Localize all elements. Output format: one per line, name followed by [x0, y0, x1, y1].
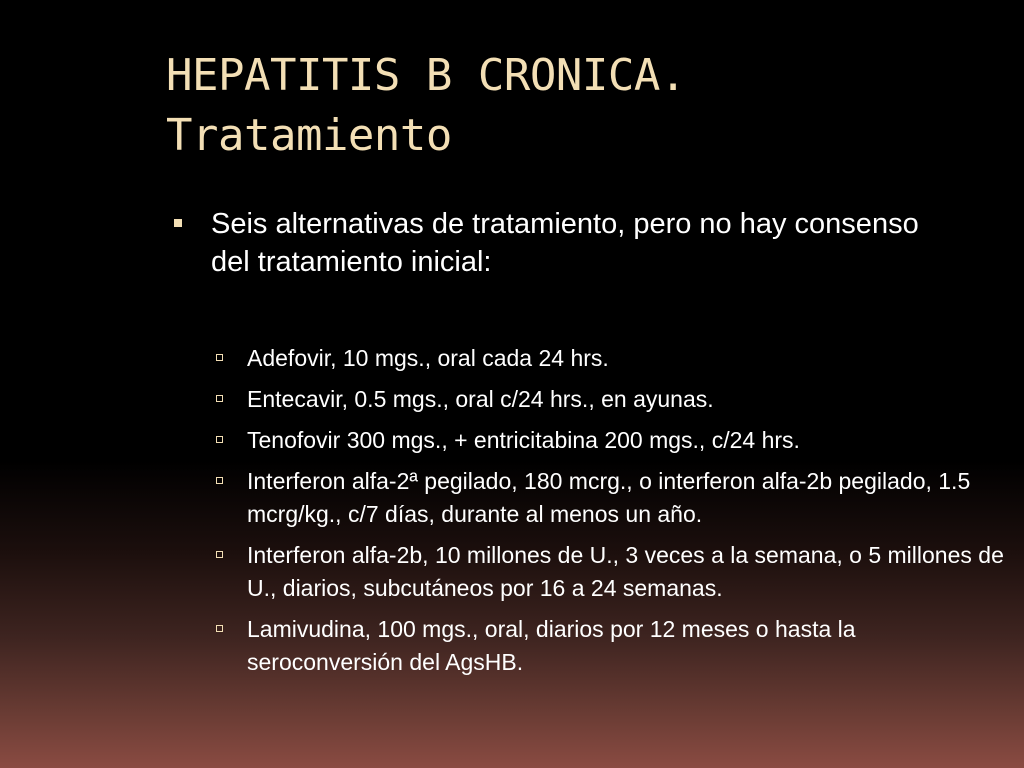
hollow-square-bullet-icon [216, 477, 223, 484]
sub-bullet-item [214, 424, 1007, 457]
slide-title [166, 46, 966, 166]
hollow-square-bullet-icon [216, 436, 223, 443]
sub-bullet-text: Tenofovir 300 mgs., + entricitabina 200 mgs., c/24 hrs. [247, 427, 800, 453]
main-bullet-list [172, 205, 1012, 281]
hollow-square-bullet-icon [216, 551, 223, 558]
sub-bullet-item [214, 539, 1007, 605]
hollow-square-bullet-icon [216, 354, 223, 361]
sub-bullet-item [214, 342, 1007, 375]
sub-bullet-item [214, 613, 1007, 679]
sub-bullet-text: Entecavir, 0.5 mgs., oral c/24 hrs., en ayunas. [247, 386, 714, 412]
hollow-square-bullet-icon [216, 625, 223, 632]
sub-bullet-text: Lamivudina, 100 mgs., oral, diarios por 12 meses o hasta la seroconversión del AgsHB. [247, 616, 856, 675]
slide-title-line-1: HEPATITIS B CRONICA. [166, 50, 686, 101]
sub-bullet-text: Adefovir, 10 mgs., oral cada 24 hrs. [247, 345, 609, 371]
sub-bullet-text: Interferon alfa-2b, 10 millones de U., 3 veces a la semana, o 5 millones de U., diarios, subcutáneos por 16 a 24 semanas. [247, 542, 1004, 601]
square-bullet-icon [174, 219, 182, 227]
main-bullet-text: Seis alternativas de tratamiento, pero no hay consenso del tratamiento inicial: [211, 208, 919, 278]
sub-bullet-item [214, 383, 1007, 416]
sub-bullet-text: Interferon alfa-2ª pegilado, 180 mcrg., o interferon alfa-2b pegilado, 1.5 mcrg/kg., c/7 días, durante al menos un año. [247, 468, 971, 527]
main-bullet-item [172, 205, 931, 281]
slide-title-line-2: Tratamiento [166, 110, 452, 161]
sub-bullet-list [214, 342, 1014, 687]
sub-bullet-item [214, 465, 1007, 531]
hollow-square-bullet-icon [216, 395, 223, 402]
